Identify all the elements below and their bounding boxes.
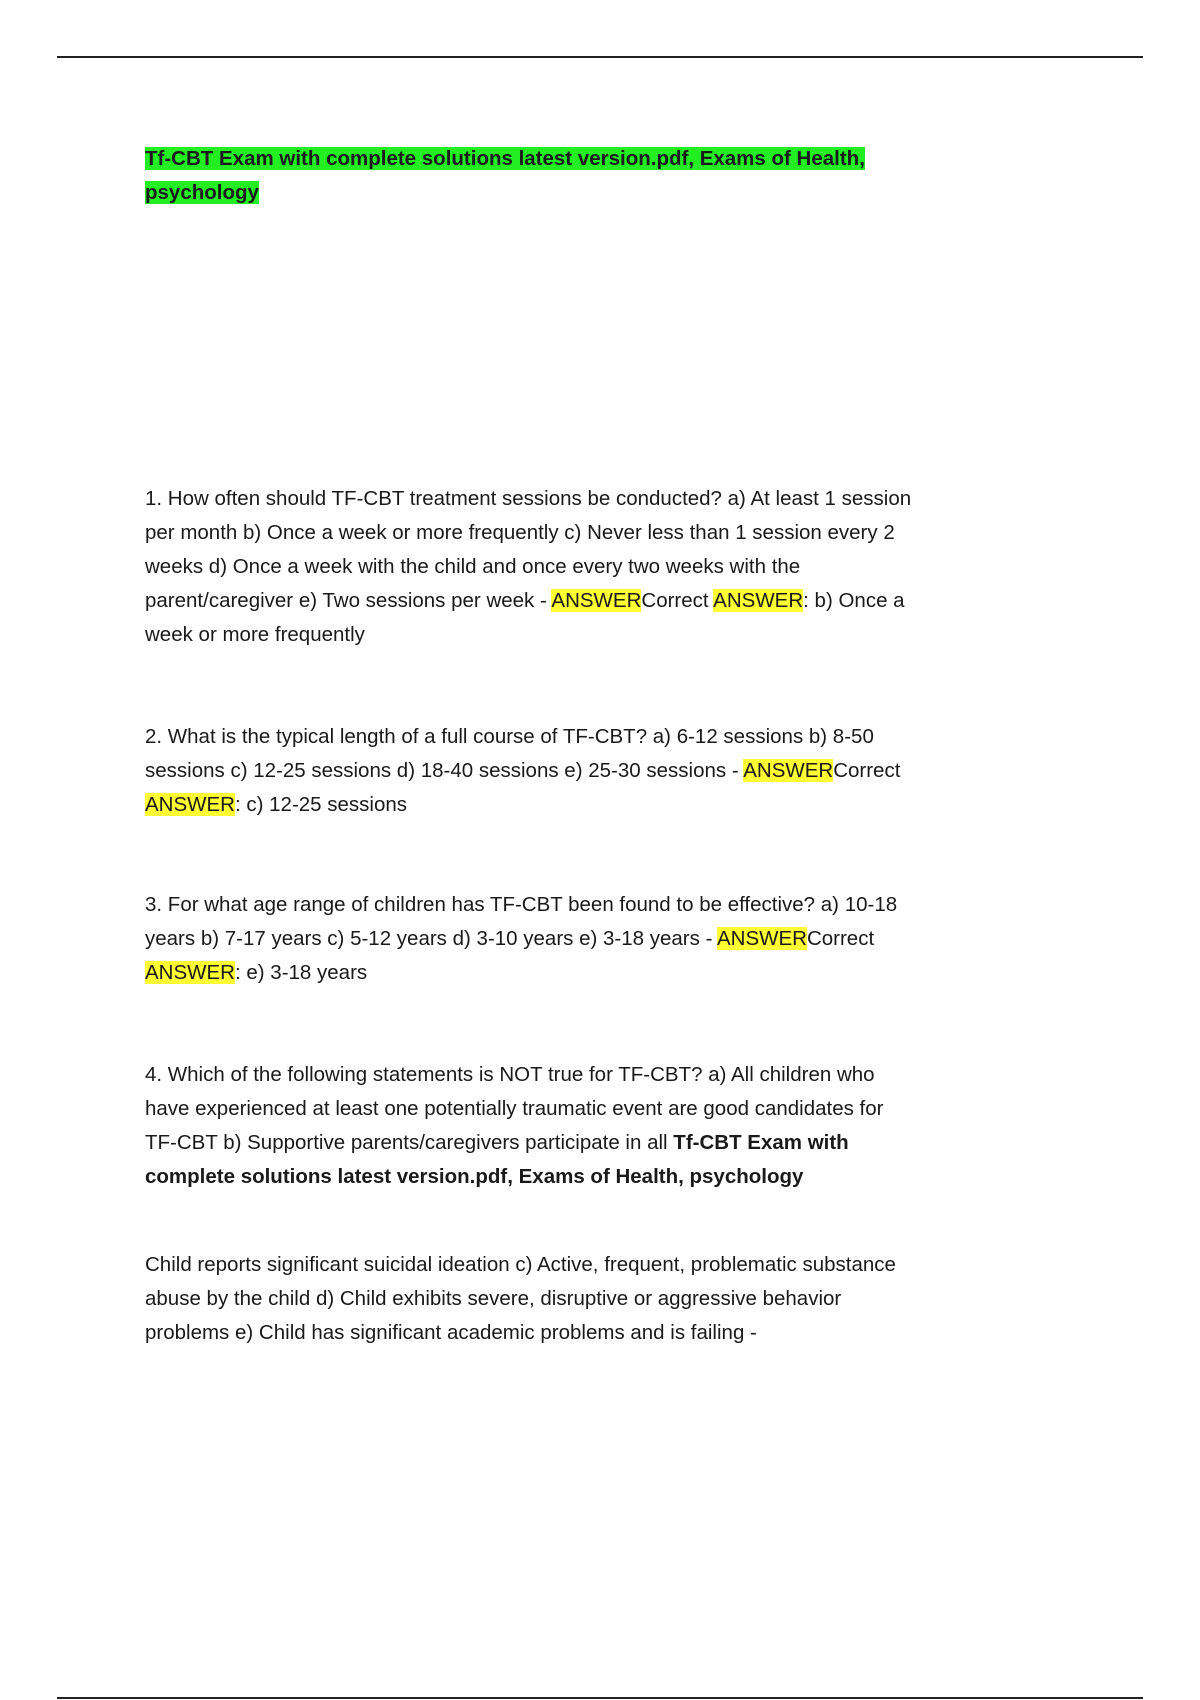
answer-marker: ANSWER [145,961,235,984]
question-1-text: 1. How often should TF-CBT treatment sessions be conducted? a) At least 1 session per month b) Once a week or more frequently c) Never less than 1 session every 2 weeks d) Once a week with the child and once every two weeks with the parent/caregiver e) Two sessions per week - [145,487,912,612]
question-2 [145,720,915,822]
question-3 [145,888,915,990]
question-2-text: 2. What is the typical length of a full course of TF-CBT? a) 6-12 sessions b) 8-50 sessions c) 12-25 sessions d) 18-40 sessions e) 25-30 sessions - [145,725,874,782]
bottom-rule [57,1697,1143,1699]
top-rule [57,56,1143,58]
answer-marker: ANSWER [145,793,235,816]
question-4 [145,1058,915,1194]
title-highlight: Tf-CBT Exam with complete solutions latest version.pdf, Exams of Health, psychology [145,147,865,204]
correct-word: Correct [806,927,875,950]
answer-marker: ANSWER [713,589,804,612]
question-1 [145,482,915,652]
answer-text: : c) 12-25 sessions [234,793,408,816]
correct-word: Correct [641,589,714,612]
inline-document-header: Tf-CBT Exam with complete solutions latest version.pdf, Exams of Health, psychology [145,1131,849,1188]
answer-marker: ANSWER [743,759,834,782]
document-title [145,142,915,210]
document-body [145,142,915,1344]
question-4-continuation: Child reports significant suicidal ideation c) Active, frequent, problematic substance abuse by the child d) Child exhibits severe, disruptive or aggressive behavior problems e) Child has significant academic problems and is failing - [145,1253,896,1344]
question-4-text: 4. Which of the following statements is NOT true for TF-CBT? a) All children who have experienced at least one potentially traumatic event are good candidates for TF-CBT b) Supportive parents/caregivers participate in all [145,1063,884,1154]
answer-text: : e) 3-18 years [234,961,368,984]
answer-marker: ANSWER [716,927,807,950]
answer-text: : b) Once a week or more frequently [145,589,905,646]
correct-word: Correct [833,759,901,782]
question-3-text: 3. For what age range of children has TF-CBT been found to be effective? a) 10-18 years b) 7-17 years c) 5-12 years d) 3-10 years e) 3-18 years - [145,893,898,950]
answer-marker: ANSWER [551,589,642,612]
